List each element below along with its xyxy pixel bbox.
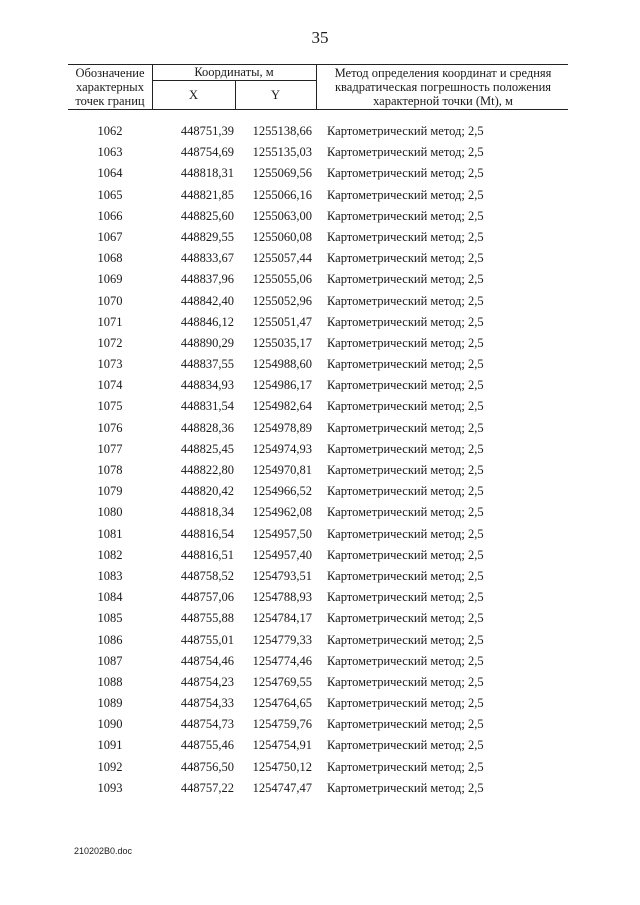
y-coordinate-cell: 1255069,56 — [252, 166, 312, 181]
point-id-cell: 1073 — [97, 357, 123, 372]
point-designation-header — [68, 66, 152, 108]
table-row — [68, 524, 568, 545]
x-coordinate-cell: 448754,69 — [180, 145, 234, 160]
y-coordinate-cell: 1254754,91 — [252, 738, 312, 753]
table-row — [68, 757, 568, 778]
y-coordinate-cell: 1254774,46 — [252, 653, 312, 668]
table-row — [68, 418, 568, 439]
table-row — [68, 587, 568, 608]
point-id-cell: 1069 — [97, 272, 123, 287]
method-cell: Картометрический метод; 2,5 — [327, 463, 484, 477]
table-row — [68, 185, 568, 206]
table-row — [68, 248, 568, 269]
x-coordinate-cell: 448755,01 — [180, 632, 234, 647]
y-coordinate-cell: 1255051,47 — [252, 314, 312, 329]
y-coordinate-cell: 1255052,96 — [252, 293, 312, 308]
table-row — [68, 142, 568, 163]
method-cell: Картометрический метод; 2,5 — [327, 547, 484, 562]
x-coordinate-cell: 448822,80 — [180, 463, 234, 477]
y-coordinate-cell: 1254988,60 — [252, 357, 312, 372]
y-coordinate-cell: 1254764,65 — [252, 696, 312, 711]
y-coordinate-cell: 1254978,89 — [252, 420, 312, 435]
table-row — [68, 735, 568, 756]
point-id-cell: 1074 — [97, 378, 123, 393]
x-coordinate-cell: 448757,22 — [180, 780, 234, 795]
table-row — [68, 778, 568, 799]
x-coordinate-cell: 448751,39 — [180, 124, 234, 138]
method-cell: Картометрический метод; 2,5 — [327, 208, 484, 223]
method-cell: Картометрический метод; 2,5 — [327, 251, 484, 266]
x-coordinate-cell: 448820,42 — [180, 484, 234, 499]
x-coordinate-cell: 448756,50 — [180, 759, 234, 774]
x-coordinate-cell: 448818,34 — [180, 505, 234, 520]
method-cell: Картометрический метод; 2,5 — [327, 293, 484, 308]
y-coordinate-cell: 1254750,12 — [252, 759, 312, 774]
point-id-cell: 1083 — [97, 568, 123, 583]
point-id-cell: 1080 — [97, 505, 123, 520]
method-cell: Картометрический метод; 2,5 — [327, 568, 484, 583]
point-id-cell: 1064 — [97, 166, 123, 181]
point-id-cell: 1089 — [97, 696, 123, 711]
y-coordinate-cell: 1255055,06 — [252, 272, 312, 287]
method-cell: Картометрический метод; 2,5 — [327, 399, 484, 414]
x-coordinate-cell: 448825,60 — [180, 208, 234, 223]
point-id-cell: 1077 — [97, 441, 123, 456]
method-cell: Картометрический метод; 2,5 — [327, 674, 484, 689]
y-coordinate-cell: 1255057,44 — [252, 251, 312, 266]
table-row — [68, 312, 568, 333]
method-cell: Картометрический метод; 2,5 — [327, 738, 484, 753]
point-id-cell: 1078 — [97, 463, 123, 477]
method-cell: Картометрический метод; 2,5 — [327, 229, 484, 244]
method-cell: Картометрический метод; 2,5 — [327, 717, 484, 732]
point-id-cell: 1072 — [97, 335, 123, 350]
point-id-cell: 1091 — [97, 738, 123, 753]
method-cell: Картометрический метод; 2,5 — [327, 124, 484, 138]
x-coordinate-cell: 448890,29 — [180, 335, 234, 350]
x-coordinate-cell: 448754,46 — [180, 653, 234, 668]
header-top-rule — [68, 64, 568, 65]
table-row — [68, 396, 568, 417]
header-text: квадратическая погрешность положения — [334, 80, 552, 94]
y-coordinate-cell: 1254769,55 — [252, 674, 312, 689]
x-coordinate-cell: 448754,73 — [180, 717, 234, 732]
table-row — [68, 163, 568, 184]
x-coordinate-cell: 448829,55 — [180, 229, 234, 244]
y-coordinate-cell: 1254784,17 — [252, 611, 312, 626]
header-text: характерных — [76, 80, 144, 94]
table-row — [68, 333, 568, 354]
point-id-cell: 1068 — [97, 251, 123, 266]
x-coordinate-cell: 448755,88 — [180, 611, 234, 626]
y-coordinate-cell: 1254974,93 — [252, 441, 312, 456]
table-row — [68, 566, 568, 587]
table-row — [68, 672, 568, 693]
coordinates-header: Координаты, м — [194, 65, 274, 79]
x-coordinate-cell: 448837,55 — [180, 357, 234, 372]
header-text: Метод определения координат и средняя — [334, 66, 552, 80]
table-row — [68, 291, 568, 312]
header-text: точек границ — [75, 94, 145, 108]
table-row — [68, 545, 568, 566]
header-vline-3 — [316, 64, 317, 110]
point-id-cell: 1075 — [97, 399, 123, 414]
point-id-cell: 1087 — [97, 653, 123, 668]
x-coordinate-cell: 448758,52 — [180, 568, 234, 583]
point-id-cell: 1065 — [97, 187, 123, 202]
method-cell: Картометрический метод; 2,5 — [327, 484, 484, 499]
method-cell: Картометрический метод; 2,5 — [327, 145, 484, 160]
x-coordinate-cell: 448825,45 — [180, 441, 234, 456]
point-id-cell: 1088 — [97, 674, 123, 689]
table-row — [68, 693, 568, 714]
y-coordinate-cell: 1254986,17 — [252, 378, 312, 393]
x-coordinate-cell: 448757,06 — [180, 590, 234, 605]
method-cell: Картометрический метод; 2,5 — [327, 590, 484, 605]
y-coordinate-cell: 1254966,52 — [252, 484, 312, 499]
y-coordinate-cell: 1254788,93 — [252, 590, 312, 605]
x-coordinate-cell: 448816,54 — [180, 526, 234, 541]
page-number: 35 — [311, 28, 329, 47]
table-row — [68, 630, 568, 651]
table-row — [68, 375, 568, 396]
x-coordinate-cell: 448828,36 — [180, 420, 234, 435]
table-row — [68, 714, 568, 735]
coords-divider-rule — [152, 80, 316, 81]
point-id-cell: 1079 — [97, 484, 123, 499]
y-coordinate-cell: 1254982,64 — [252, 399, 312, 414]
y-coordinate-cell: 1254759,76 — [252, 717, 312, 732]
y-coordinate-cell: 1255035,17 — [252, 335, 312, 350]
x-coordinate-cell: 448818,31 — [180, 166, 234, 181]
coordinates-table-body — [68, 121, 568, 799]
table-row — [68, 354, 568, 375]
x-coordinate-cell: 448833,67 — [180, 251, 234, 266]
x-coordinate-cell: 448754,33 — [180, 696, 234, 711]
point-id-cell: 1067 — [97, 229, 123, 244]
point-id-cell: 1070 — [97, 293, 123, 308]
method-cell: Картометрический метод; 2,5 — [327, 272, 484, 287]
table-header — [68, 64, 568, 110]
method-header — [318, 66, 568, 108]
point-id-cell: 1093 — [97, 780, 123, 795]
header-text: Обозначение — [75, 66, 145, 80]
point-id-cell: 1082 — [97, 547, 123, 562]
x-coordinate-cell: 448846,12 — [180, 314, 234, 329]
method-cell: Картометрический метод; 2,5 — [327, 505, 484, 520]
table-row — [68, 439, 568, 460]
x-header: X — [188, 88, 199, 102]
point-id-cell: 1092 — [97, 759, 123, 774]
point-id-cell: 1084 — [97, 590, 123, 605]
y-coordinate-cell: 1254957,50 — [252, 526, 312, 541]
method-cell: Картометрический метод; 2,5 — [327, 357, 484, 372]
point-id-cell: 1071 — [97, 314, 123, 329]
y-coordinate-cell: 1255135,03 — [252, 145, 312, 160]
table-row — [68, 608, 568, 629]
method-cell: Картометрический метод; 2,5 — [327, 166, 484, 181]
y-coordinate-cell: 1254957,40 — [252, 547, 312, 562]
x-coordinate-cell: 448834,93 — [180, 378, 234, 393]
method-cell: Картометрический метод; 2,5 — [327, 780, 484, 795]
table-row — [68, 502, 568, 523]
point-id-cell: 1085 — [97, 611, 123, 626]
x-coordinate-cell: 448821,85 — [180, 187, 234, 202]
method-cell: Картометрический метод; 2,5 — [327, 526, 484, 541]
method-cell: Картометрический метод; 2,5 — [327, 187, 484, 202]
x-coordinate-cell: 448755,46 — [180, 738, 234, 753]
y-coordinate-cell: 1255066,16 — [252, 187, 312, 202]
header-text: характерной точки (Mt), м — [373, 94, 513, 108]
method-cell: Картометрический метод; 2,5 — [327, 420, 484, 435]
x-coordinate-cell: 448754,23 — [180, 674, 234, 689]
method-cell: Картометрический метод; 2,5 — [327, 759, 484, 774]
table-row — [68, 121, 568, 142]
point-id-cell: 1062 — [97, 124, 123, 138]
table-row — [68, 269, 568, 290]
y-coordinate-cell: 1254779,33 — [252, 632, 312, 647]
y-coordinate-cell: 1254970,81 — [252, 463, 312, 477]
y-coordinate-cell: 1254962,08 — [252, 505, 312, 520]
table-row — [68, 227, 568, 248]
method-cell: Картометрический метод; 2,5 — [327, 653, 484, 668]
x-coordinate-cell: 448816,51 — [180, 547, 234, 562]
method-cell: Картометрический метод; 2,5 — [327, 611, 484, 626]
point-id-cell: 1063 — [97, 145, 123, 160]
point-id-cell: 1081 — [97, 526, 123, 541]
y-coordinate-cell: 1254747,47 — [252, 780, 312, 795]
point-id-cell: 1090 — [97, 717, 123, 732]
method-cell: Картометрический метод; 2,5 — [327, 632, 484, 647]
table-row — [68, 206, 568, 227]
point-id-cell: 1086 — [97, 632, 123, 647]
method-cell: Картометрический метод; 2,5 — [327, 314, 484, 329]
y-coordinate-cell: 1255063,00 — [252, 208, 312, 223]
table-row — [68, 460, 568, 481]
method-cell: Картометрический метод; 2,5 — [327, 335, 484, 350]
method-cell: Картометрический метод; 2,5 — [327, 441, 484, 456]
table-row — [68, 651, 568, 672]
point-id-cell: 1066 — [97, 208, 123, 223]
method-cell: Картометрический метод; 2,5 — [327, 696, 484, 711]
x-coordinate-cell: 448837,96 — [180, 272, 234, 287]
y-header: Y — [270, 88, 281, 102]
footer-filename: 210202B0.doc — [74, 846, 133, 856]
header-bottom-rule — [68, 109, 568, 110]
point-id-cell: 1076 — [97, 420, 123, 435]
x-coordinate-cell: 448842,40 — [180, 293, 234, 308]
table-row — [68, 481, 568, 502]
method-cell: Картометрический метод; 2,5 — [327, 378, 484, 393]
y-coordinate-cell: 1255060,08 — [252, 229, 312, 244]
x-coordinate-cell: 448831,54 — [180, 399, 234, 414]
y-coordinate-cell: 1255138,66 — [252, 124, 312, 138]
y-coordinate-cell: 1254793,51 — [252, 568, 312, 583]
